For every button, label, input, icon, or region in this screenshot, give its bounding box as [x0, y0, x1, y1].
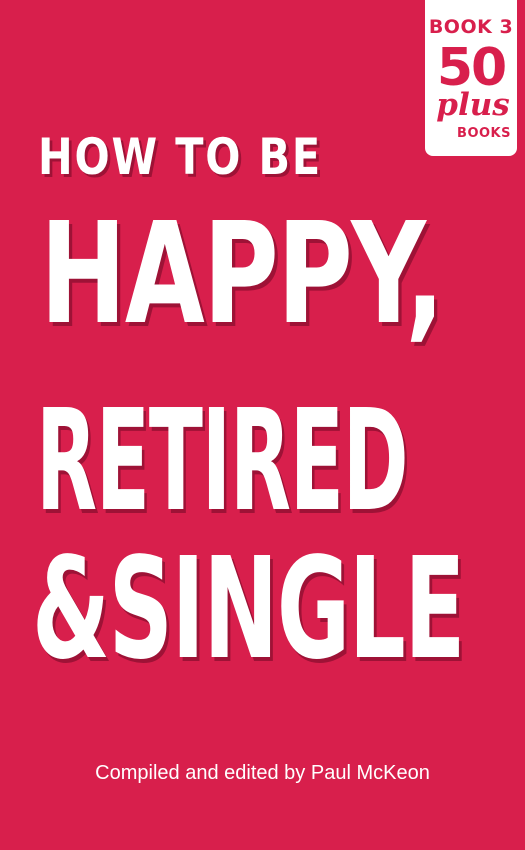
title-line-retired: RETIRED — [36, 380, 408, 543]
badge-logo-50: 50 — [436, 38, 506, 98]
author-byline: Compiled and edited by Paul McKeon — [95, 762, 430, 784]
series-badge — [425, 0, 517, 156]
title-line-happy: HAPPY, — [40, 193, 443, 356]
title-prefix: HOW TO BE — [38, 128, 323, 186]
title-line-single: &SINGLE — [32, 528, 465, 691]
badge-logo-plus: plus — [436, 87, 510, 123]
badge-book-number: BOOK 3 — [428, 16, 514, 38]
badge-logo-books: BOOKS — [457, 126, 511, 141]
